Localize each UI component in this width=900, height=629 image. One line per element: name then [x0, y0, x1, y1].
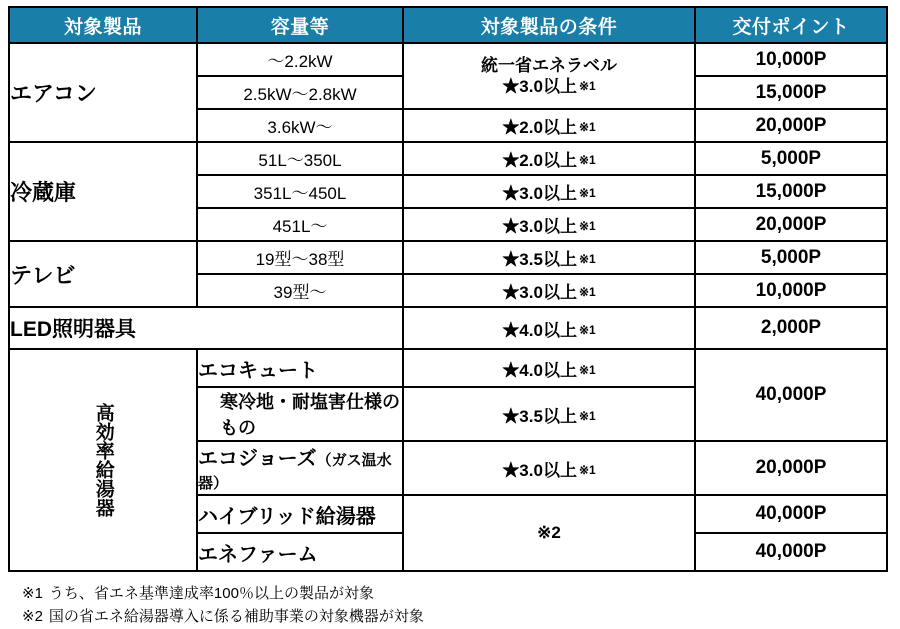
condition-note: ※1: [578, 462, 596, 477]
condition-value: [403, 441, 695, 495]
points-value: 40,000P: [695, 533, 887, 571]
table-row: [9, 241, 887, 274]
product-name-refrigerator: 冷蔵庫: [9, 142, 197, 241]
condition-note: ※1: [578, 79, 596, 93]
points-value: 15,000P: [695, 175, 887, 208]
water-heater-item-name: [197, 441, 403, 495]
condition-value: [403, 387, 695, 441]
capacity-value: 351L〜450L: [197, 175, 403, 208]
condition-value: [403, 241, 695, 274]
product-name-tv: テレビ: [9, 241, 197, 307]
table-row: [9, 307, 887, 349]
water-heater-item-name: ハイブリッド給湯器: [197, 495, 403, 533]
table-header-row: [9, 7, 887, 43]
condition-value: [403, 208, 695, 241]
table-row: [9, 43, 887, 76]
water-heater-item-name: 寒冷地・耐塩害仕様のもの: [197, 387, 403, 441]
column-header-points: 交付ポイント: [695, 7, 887, 43]
capacity-value: 451L〜: [197, 208, 403, 241]
footnote-2: [22, 605, 888, 628]
condition-text: ★2.0以上: [502, 118, 577, 137]
condition-value: [403, 142, 695, 175]
subsidy-points-table: [8, 6, 888, 572]
condition-note: ※1: [578, 322, 596, 337]
water-heater-item-name: エネファーム: [197, 533, 403, 571]
table-row: [9, 349, 887, 387]
points-value: 20,000P: [695, 441, 887, 495]
condition-value: [403, 307, 695, 349]
points-value: 20,000P: [695, 109, 887, 142]
condition-line-1: 統一省エネラベル: [481, 55, 617, 75]
table-row: [9, 142, 887, 175]
condition-text: ★2.0以上: [502, 151, 577, 170]
points-value: 5,000P: [695, 241, 887, 274]
footnotes: [8, 582, 888, 629]
capacity-value: 〜2.2kW: [197, 43, 403, 76]
table-body: [9, 43, 887, 571]
points-value: 10,000P: [695, 43, 887, 76]
condition-text: ★3.0以上: [502, 460, 577, 480]
water-heater-vertical-label: 高効率給湯器: [92, 403, 114, 517]
condition-note: ※1: [578, 285, 596, 299]
points-value: 15,000P: [695, 76, 887, 109]
capacity-value: 2.5kW〜2.8kW: [197, 76, 403, 109]
points-value: 40,000P: [695, 349, 887, 441]
condition-value: [403, 274, 695, 307]
column-header-product: 対象製品: [9, 7, 197, 43]
footnote-1-mark: ※1: [22, 585, 43, 602]
condition-note: ※1: [578, 408, 596, 423]
product-group-water-heater: [9, 349, 197, 571]
item-name-main: エコジョーズ: [198, 448, 317, 470]
item-name-sub: （ガス温水器）: [198, 452, 392, 492]
capacity-value: 19型〜38型: [197, 241, 403, 274]
condition-text: ★3.0以上: [502, 283, 577, 302]
points-value: 40,000P: [695, 495, 887, 533]
points-value: 20,000P: [695, 208, 887, 241]
condition-note: ※1: [578, 186, 596, 200]
condition-text: ★3.0以上: [502, 217, 577, 236]
condition-note: ※1: [578, 219, 596, 233]
points-value: 2,000P: [695, 307, 887, 349]
condition-note: ※1: [578, 362, 596, 377]
condition-note: ※1: [578, 153, 596, 167]
footnote-2-text: 国の省エネ給湯器導入に係る補助事業の対象機器が対象: [48, 608, 424, 626]
condition-text: ★3.5以上: [502, 250, 577, 269]
capacity-value: 39型〜: [197, 274, 403, 307]
condition-value: [403, 43, 695, 109]
condition-line-2: ★3.0以上: [502, 77, 577, 96]
footnote-1: [22, 582, 888, 605]
condition-value: [403, 175, 695, 208]
points-value: 5,000P: [695, 142, 887, 175]
table-header: [9, 7, 887, 43]
condition-text: ★4.0以上: [502, 360, 577, 380]
condition-note: ※1: [578, 252, 596, 266]
condition-text: ★4.0以上: [502, 320, 577, 340]
condition-text: ★3.5以上: [502, 406, 577, 426]
capacity-value: 3.6kW〜: [197, 109, 403, 142]
points-value: 10,000P: [695, 274, 887, 307]
water-heater-item-name: エコキュート: [197, 349, 403, 387]
column-header-condition: 対象製品の条件: [403, 7, 695, 43]
product-name-led: LED照明器具: [9, 307, 403, 349]
capacity-value: 51L〜350L: [197, 142, 403, 175]
condition-value: [403, 109, 695, 142]
product-name-aircon: エアコン: [9, 43, 197, 142]
condition-value: ※2: [403, 495, 695, 571]
footnote-1-text: うち、省エネ基準達成率100％以上の製品が対象: [48, 585, 374, 602]
condition-value: [403, 349, 695, 387]
footnote-2-mark: ※2: [22, 608, 43, 626]
condition-text: ★3.0以上: [502, 184, 577, 203]
column-header-capacity: 容量等: [197, 7, 403, 43]
condition-note: ※1: [578, 120, 596, 134]
